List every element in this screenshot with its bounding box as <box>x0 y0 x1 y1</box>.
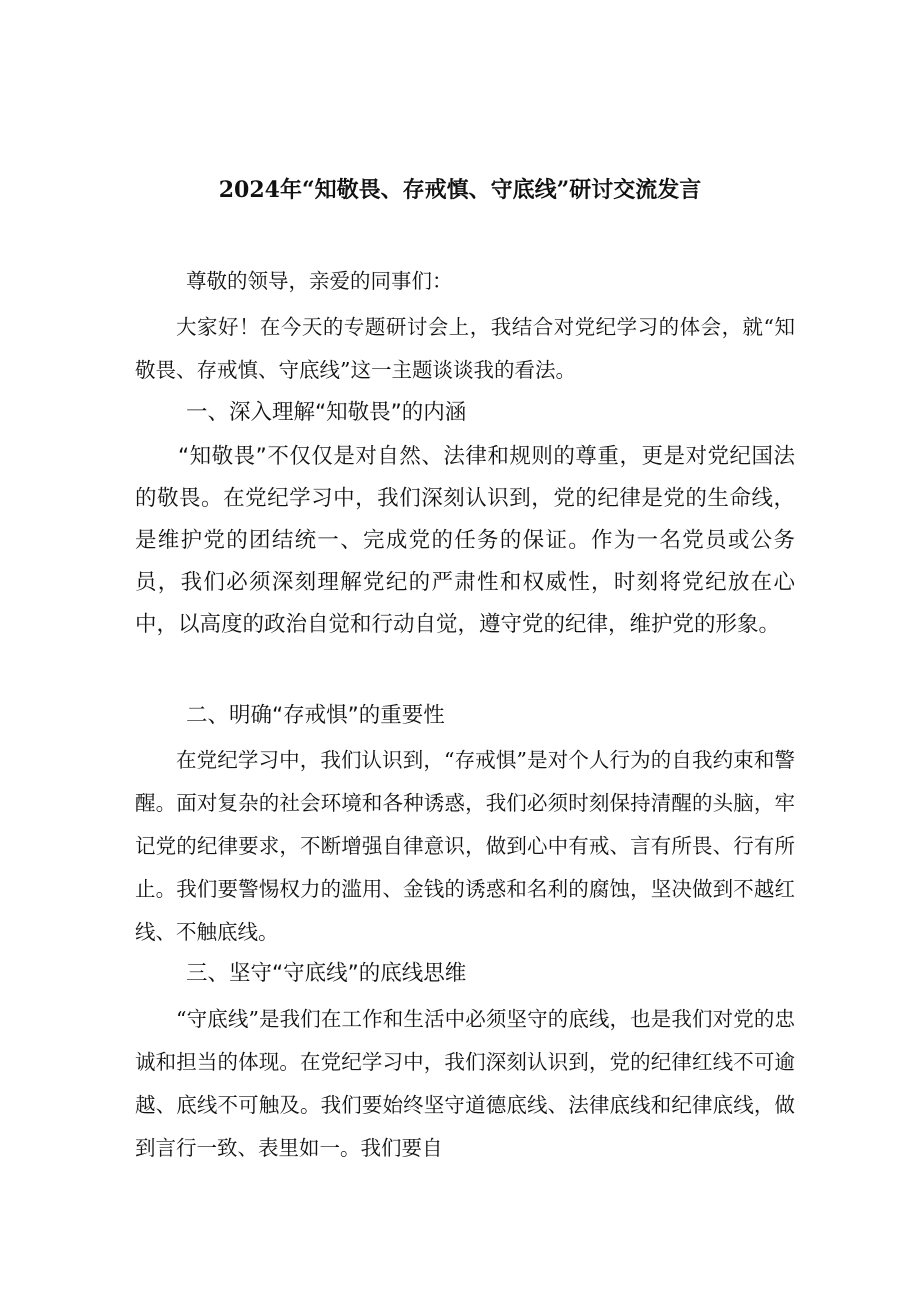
document-title: 2024年“知敬畏、存戒慎、守底线”研讨交流发言 <box>218 177 702 203</box>
section-2-heading: 二、明确“存戒惧”的重要性 <box>186 703 445 728</box>
section-1-body: “知敬畏”不仅仅是对自然、法律和规则的尊重，更是对党纪国法的敬畏。在党纪学习中，我们深刻认识到，党的纪律是党的生命线，是维护党的团结统一、完成党的任务的保证。作为一名党员或公务员，我们必须深刻理解党纪的严肃性和权威性，时刻将党纪放在心中，以高度的政治自觉和行动自觉，遵守党的纪律，维护党的形象。 <box>135 444 795 637</box>
section-1-heading: 一、深入理解“知敬畏”的内涵 <box>186 400 467 425</box>
section-2-body: 在党纪学习中，我们认识到，“存戒惧”是对个人行为的自我约束和警醒。面对复杂的社会环境和各种诱惑，我们必须时刻保持清醒的头脑，牢记党的纪律要求，不断增强自律意识，做到心中有戒、言有所畏、行有所止。我们要警惕权力的滥用、金钱的诱惑和名利的腐蚀，坚决做到不越红线、不触底线。 <box>135 748 795 944</box>
section-3-body: “守底线”是我们在工作和生活中必须坚守的底线，也是我们对党的忠诚和担当的体现。在党纪学习中，我们深刻认识到，党的纪律红线不可逾越、底线不可触及。我们要始终坚守道德底线、法律底线和纪律底线，做到言行一致、表里如一。我们要自 <box>135 1007 795 1160</box>
salutation: 尊敬的领导，亲爱的同事们： <box>186 269 453 293</box>
section-3-heading: 三、坚守“守底线”的底线思维 <box>186 961 467 986</box>
intro-paragraph: 大家好！在今天的专题研讨会上，我结合对党纪学习的体会，就“知敬畏、存戒慎、守底线”这一主题谈谈我的看法。 <box>135 315 795 382</box>
